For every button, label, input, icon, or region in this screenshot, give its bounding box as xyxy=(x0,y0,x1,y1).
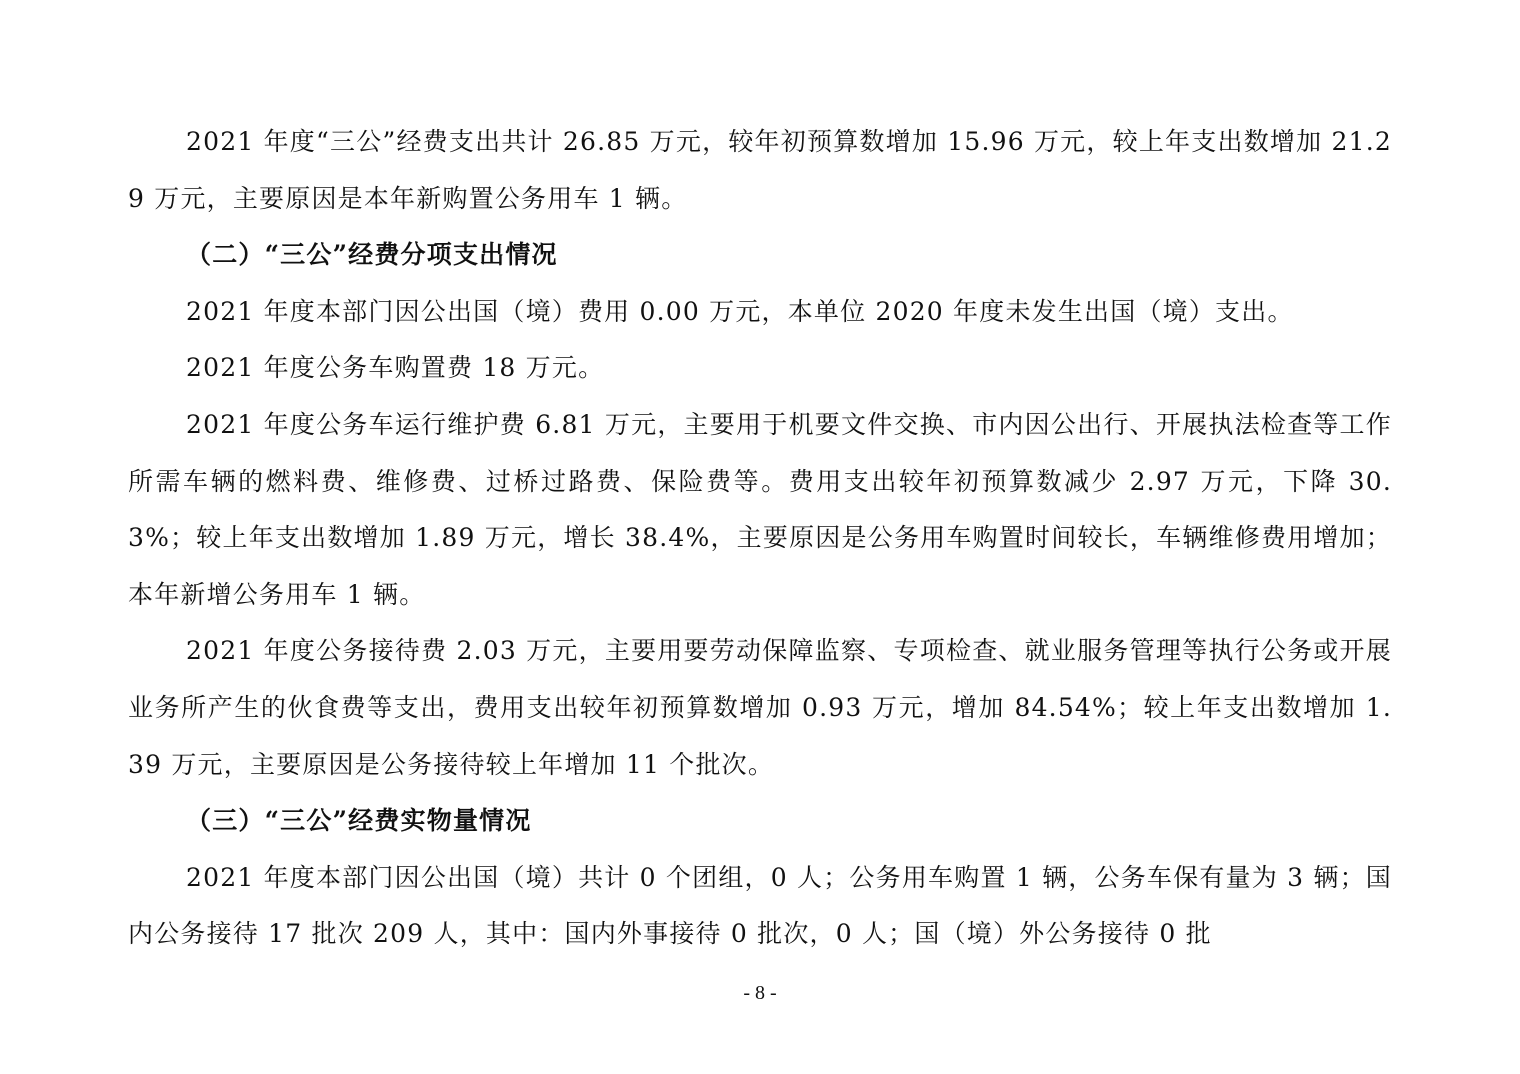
page-number: - 8 - xyxy=(743,982,777,1004)
paragraph-vehicle-purchase-cost: 2021 年度公务车购置费 18 万元。 xyxy=(186,353,605,383)
paragraph-overseas-travel-cost: 2021 年度本部门因公出国（境）费用 0.00 万元，本单位 2020 年度未发生出国（境）支出。 xyxy=(186,296,1294,326)
paragraph-physical-quantity: 2021 年度本部门因公出国（境）共计 0 个团组，0 人；公务用车购置 1 辆，公务车保有量为 3 辆；国内公务接待 17 批次 209 人，其中：国内外事接待 0 批次，0 人；国（境）外公务接待 0 批 xyxy=(128,862,1392,949)
paragraph-total-expenditure: 2021 年度“三公”经费支出共计 26.85 万元，较年初预算数增加 15.96 万元，较上年支出数增加 21.29 万元，主要原因是本年新购置公务用车 1 辆。 xyxy=(128,127,1392,213)
paragraph-reception-cost: 2021 年度公务接待费 2.03 万元，主要用要劳动保障监察、专项检查、就业服务管理等执行公务或开展业务所产生的伙食费等支出，费用支出较年初预算数增加 0.93 万元，增加 84.54%；较上年支出数增加 1.39 万元，主要原因是公务接待较上年增加 11 个批次。 xyxy=(128,636,1392,779)
paragraph-vehicle-maintenance-cost: 2021 年度公务车运行维护费 6.81 万元，主要用于机要文件交换、市内因公出行、开展执法检查等工作所需车辆的燃料费、维修费、过桥过路费、保险费等。费用支出较年初预算数减少 2.97 万元，下降 30.3%；较上年支出数增加 1.89 万元，增长 38.4%，主要原因是公务用车购置时间较长，车辆维修费用增加；本年新增公务用车 1 辆。 xyxy=(128,409,1392,609)
document-body xyxy=(128,114,1392,963)
section-heading-physical-quantity: （三）“三公”经费实物量情况 xyxy=(186,806,532,836)
section-heading-itemized-expenditure: （二）“三公”经费分项支出情况 xyxy=(186,240,558,270)
